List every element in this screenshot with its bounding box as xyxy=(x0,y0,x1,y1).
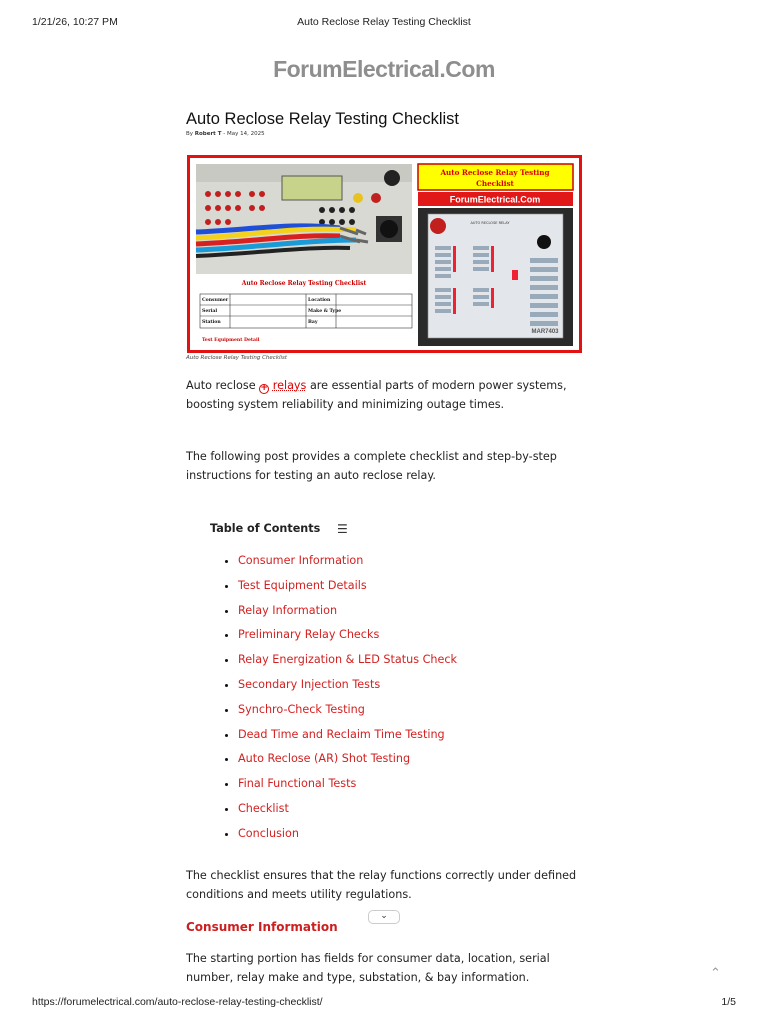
sheet-title: Auto Reclose Relay Testing Checklist xyxy=(241,280,367,287)
toc-link-conclusion[interactable]: Conclusion xyxy=(238,826,299,840)
toc-item xyxy=(238,576,457,601)
hamburger-icon[interactable]: ☰ xyxy=(337,522,348,536)
toc-item xyxy=(238,675,457,700)
toc-link-preliminary-relay-checks[interactable]: Preliminary Relay Checks xyxy=(238,628,380,642)
toc-item xyxy=(238,700,457,725)
paragraph-4: The starting portion has fields for consumer data, location, serial number, relay make and type, substation, & bay information. xyxy=(186,952,550,984)
toc-link-test-equipment-details[interactable]: Test Equipment Details xyxy=(238,578,367,592)
toc-link-secondary-injection-tests[interactable]: Secondary Injection Tests xyxy=(238,677,381,691)
toc-item xyxy=(238,601,457,626)
toc-link-synchro-check-testing[interactable]: Synchro-Check Testing xyxy=(238,702,365,716)
toc-link-final-functional-tests[interactable]: Final Functional Tests xyxy=(238,777,357,791)
toc-link-dead-time-reclaim-time[interactable]: Dead Time and Reclaim Time Testing xyxy=(238,727,445,741)
toc-item xyxy=(238,799,457,824)
paragraph-2: The following post provides a complete checklist and step-by-step instructions for testing an auto reclose relay. xyxy=(186,450,557,482)
intro-text-after: are essential parts of modern power systems, boosting system reliability and minimizing outage times. xyxy=(186,379,567,411)
site-logo[interactable]: ForumElectrical.Com xyxy=(273,56,495,82)
print-datetime: 1/21/26, 10:27 PM xyxy=(32,16,118,28)
toc-item xyxy=(238,824,457,849)
toc-link-consumer-information[interactable]: Consumer Information xyxy=(238,554,364,567)
byline xyxy=(186,131,265,137)
section-heading-consumer-information: Consumer Information xyxy=(186,920,338,934)
banner-site: ForumElectrical.Com xyxy=(449,194,541,205)
relay-panel-label: AUTO RECLOSE RELAY xyxy=(470,221,510,225)
print-page-title: Auto Reclose Relay Testing Checklist xyxy=(297,16,471,28)
toc-item xyxy=(238,725,457,750)
hero-illustration xyxy=(190,158,579,350)
sheet-footer: Test Equipment Detail xyxy=(202,338,260,343)
table-of-contents xyxy=(219,551,457,849)
sheet-cell: Make & Type xyxy=(308,309,342,314)
byline-separator: - xyxy=(223,131,226,137)
toc-item xyxy=(238,774,457,799)
sheet-cell: Station xyxy=(202,320,221,325)
sheet-cell: Serial xyxy=(202,309,218,314)
article-title: Auto Reclose Relay Testing Checklist xyxy=(186,110,459,128)
sheet-cell: Consumer xyxy=(202,298,229,303)
chevron-down-icon[interactable]: ⌄ xyxy=(368,910,400,924)
hero-image xyxy=(187,155,582,353)
print-url: https://forumelectrical.com/auto-reclose-relay-testing-checklist/ xyxy=(32,996,323,1008)
svg-text:Auto Reclose Relay Testing: Auto Reclose Relay Testing xyxy=(440,168,550,177)
author-name[interactable]: Robert T xyxy=(194,131,222,137)
plus-circle-icon[interactable]: + xyxy=(260,383,268,393)
toc-item xyxy=(238,551,457,576)
chevron-up-icon[interactable]: ⌃ xyxy=(710,966,721,981)
print-header xyxy=(0,16,768,30)
toc-item xyxy=(238,625,457,650)
sheet-cell: Location xyxy=(308,298,331,303)
toc-title: Table of Contents xyxy=(210,522,321,535)
test-set-display xyxy=(282,176,342,200)
paragraph-3: The checklist ensures that the relay functions correctly under defined conditions and meets utility regulations. xyxy=(186,869,577,901)
sheet-cell: Bay xyxy=(308,320,318,325)
toc-link-relay-information[interactable]: Relay Information xyxy=(238,603,338,617)
intro-text-before: Auto reclose xyxy=(186,379,256,392)
toc-item xyxy=(238,749,457,774)
svg-text:Checklist: Checklist xyxy=(476,179,514,188)
hero-caption: Auto Reclose Relay Testing Checklist xyxy=(186,355,288,361)
toc-link-relay-energization[interactable]: Relay Energization & LED Status Check xyxy=(238,653,458,667)
relays-link[interactable]: relays xyxy=(272,379,307,392)
relay-model: MAR7403 xyxy=(531,329,559,335)
intro-paragraph xyxy=(186,376,581,414)
knob-icon xyxy=(384,170,400,186)
toc-item xyxy=(238,650,457,675)
page-count: 1/5 xyxy=(721,996,736,1008)
toc-link-checklist[interactable]: Checklist xyxy=(238,801,289,815)
byline-prefix: By xyxy=(186,131,194,137)
toc-link-ar-shot-testing[interactable]: Auto Reclose (AR) Shot Testing xyxy=(238,752,411,766)
publish-date: May 14, 2025 xyxy=(226,131,265,137)
